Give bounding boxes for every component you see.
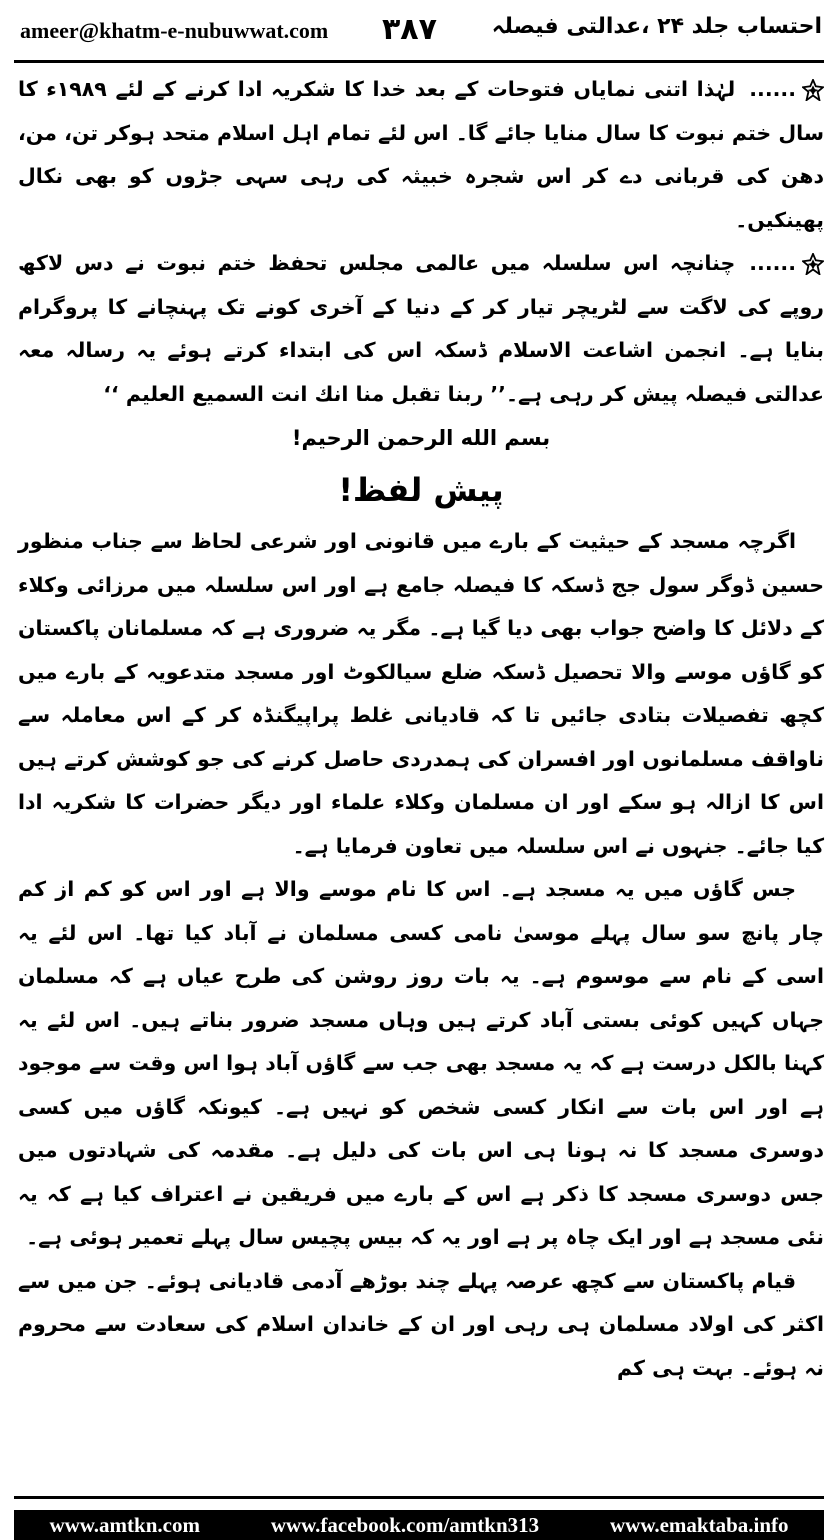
running-title: احتساب جلد ۲۴ ،عدالتی فیصلہ [491, 14, 822, 39]
footer-link-amtkn[interactable]: www.amtkn.com [49, 1512, 200, 1537]
paragraph-2 [18, 242, 824, 416]
page-header [0, 0, 840, 62]
page-body [18, 68, 824, 1390]
paragraph-5: قیام پاکستان سے کچھ عرصہ پہلے چند بوڑھے آدمی قادیانی ہوئے۔ جن میں سے اکثر کی اولاد مسلمان ہی رہی اور ان کے خاندان اسلام کی سعادت سے محروم نہ ہوئے۔ بہت ہی کم [18, 1268, 824, 1380]
paragraph-1-text: لہٰذا اتنی نمایاں فتوحات کے بعد خدا کا شکریہ ادا کرنے کے لئے ۱۹۸۹ء کا سال ختم نبوت کا سال منایا جائے گا۔ اس لئے تمام اہل اسلام متحد ہوکر تن، من، دھن کی قربانی دے کر اس شجرہ خبیثہ کی رہی سہی جڑوں کو بھی نکال پھینکیں۔ [18, 77, 824, 232]
dots-1: ...... [749, 77, 796, 101]
footer-link-emaktaba[interactable]: www.emaktaba.info [610, 1512, 789, 1537]
page-footer [14, 1510, 824, 1540]
dots-2: ...... [749, 251, 796, 275]
footer-link-facebook[interactable]: www.facebook.com/amtkn313 [270, 1512, 540, 1537]
paragraph-1 [18, 68, 824, 242]
paragraph-4: جس گاؤں میں یہ مسجد ہے۔ اس کا نام موسے والا ہے اور اس کو کم از کم چار پانچ سو سال پہلے موسیٰ نامی کسی مسلمان نے آباد کیا تھا۔ اس لئے یہ اسی کے نام سے موسوم ہے۔ یہ بات روز روشن کی طرح عیاں ہے کہ مسلمان جہاں کہیں کوئی بستی آباد کرتے ہیں وہاں مسجد ضرور بناتے ہیں۔ اس لئے یہ کہنا بالکل درست ہے کہ یہ مسجد بھی جب سے گاؤں آباد ہوا اس وقت سے موجود ہے اور اس بات سے انکار کسی شخص کو نہیں ہے۔ کیونکہ گاؤں میں کسی دوسری مسجد کا نہ ہونا ہی اس بات کی دلیل ہے۔ مقدمہ کی شہادتوں میں جس دوسری مسجد کا ذکر ہے اس کے بارے میں فریقین نے اعتراف کیا ہے کہ یہ نئی مسجد ہے اور ایک چاہ پر ہے اور یہ کہ بیس پچیس سال پہلے تعمیر ہوئی ہے۔ [18, 877, 824, 1249]
paragraph-3: اگرچہ مسجد کے حیثیت کے بارے میں قانونی اور شرعی لحاظ سے جناب منظور حسین ڈوگر سول جج ڈسکہ کا فیصلہ جامع ہے اور اس سلسلہ میں مرزائی وکلاء کے دلائل کا واضح جواب بھی دیا گیا ہے۔ مگر یہ ضروری ہے کہ مسلمانان پاکستان کو گاؤں موسے والا تحصیل ڈسکہ ضلع سیالکوٹ اور مسجد متدعویہ کے بارے میں کچھ تفصیلات بتادی جائیں تا کہ قادیانی غلط پراپیگنڈہ کر کے اس معاملہ سے ناواقف مسلمانوں اور افسران کی ہمدردی حاصل کرنے کی جو کوشش کرتے ہیں اس کا ازالہ ہو سکے اور ان مسلمان وکلاء علماء اور دیگر حضرات کا شکریہ ادا کیا جائے۔ جنہوں نے اس سلسلہ میں تعاون فرمایا ہے۔ [18, 529, 824, 858]
footer-rule [14, 1496, 824, 1499]
paragraph-2-text: چنانچہ اس سلسلہ میں عالمی مجلس تحفظ ختم نبوت نے دس لاکھ روپے کی لاگت سے لٹریچر تیار کر کے دنیا کے آخری کونے تک پہنچانے کا پروگرام بنایا ہے۔ انجمن اشاعت الاسلام ڈسکہ اس کی ابتداء کرتے ہوئے یہ رسالہ معہ عدالتی فیصلہ پیش کر رہی ہے۔’’ ربنا تقبل منا انك انت السميع العليم ‘‘ [18, 251, 824, 406]
section-heading: پیش لفظ! [338, 471, 504, 509]
header-rule [14, 60, 824, 63]
footer-rules [14, 1496, 824, 1502]
bismillah: بسم الله الرحمن الرحيم! [291, 426, 551, 450]
page-number: ۳۸۷ [382, 12, 437, 47]
star-ornament-icon [802, 253, 824, 275]
star-ornament-icon [802, 79, 824, 101]
header-email[interactable]: ameer@khatm-e-nubuwwat.com [20, 18, 329, 43]
